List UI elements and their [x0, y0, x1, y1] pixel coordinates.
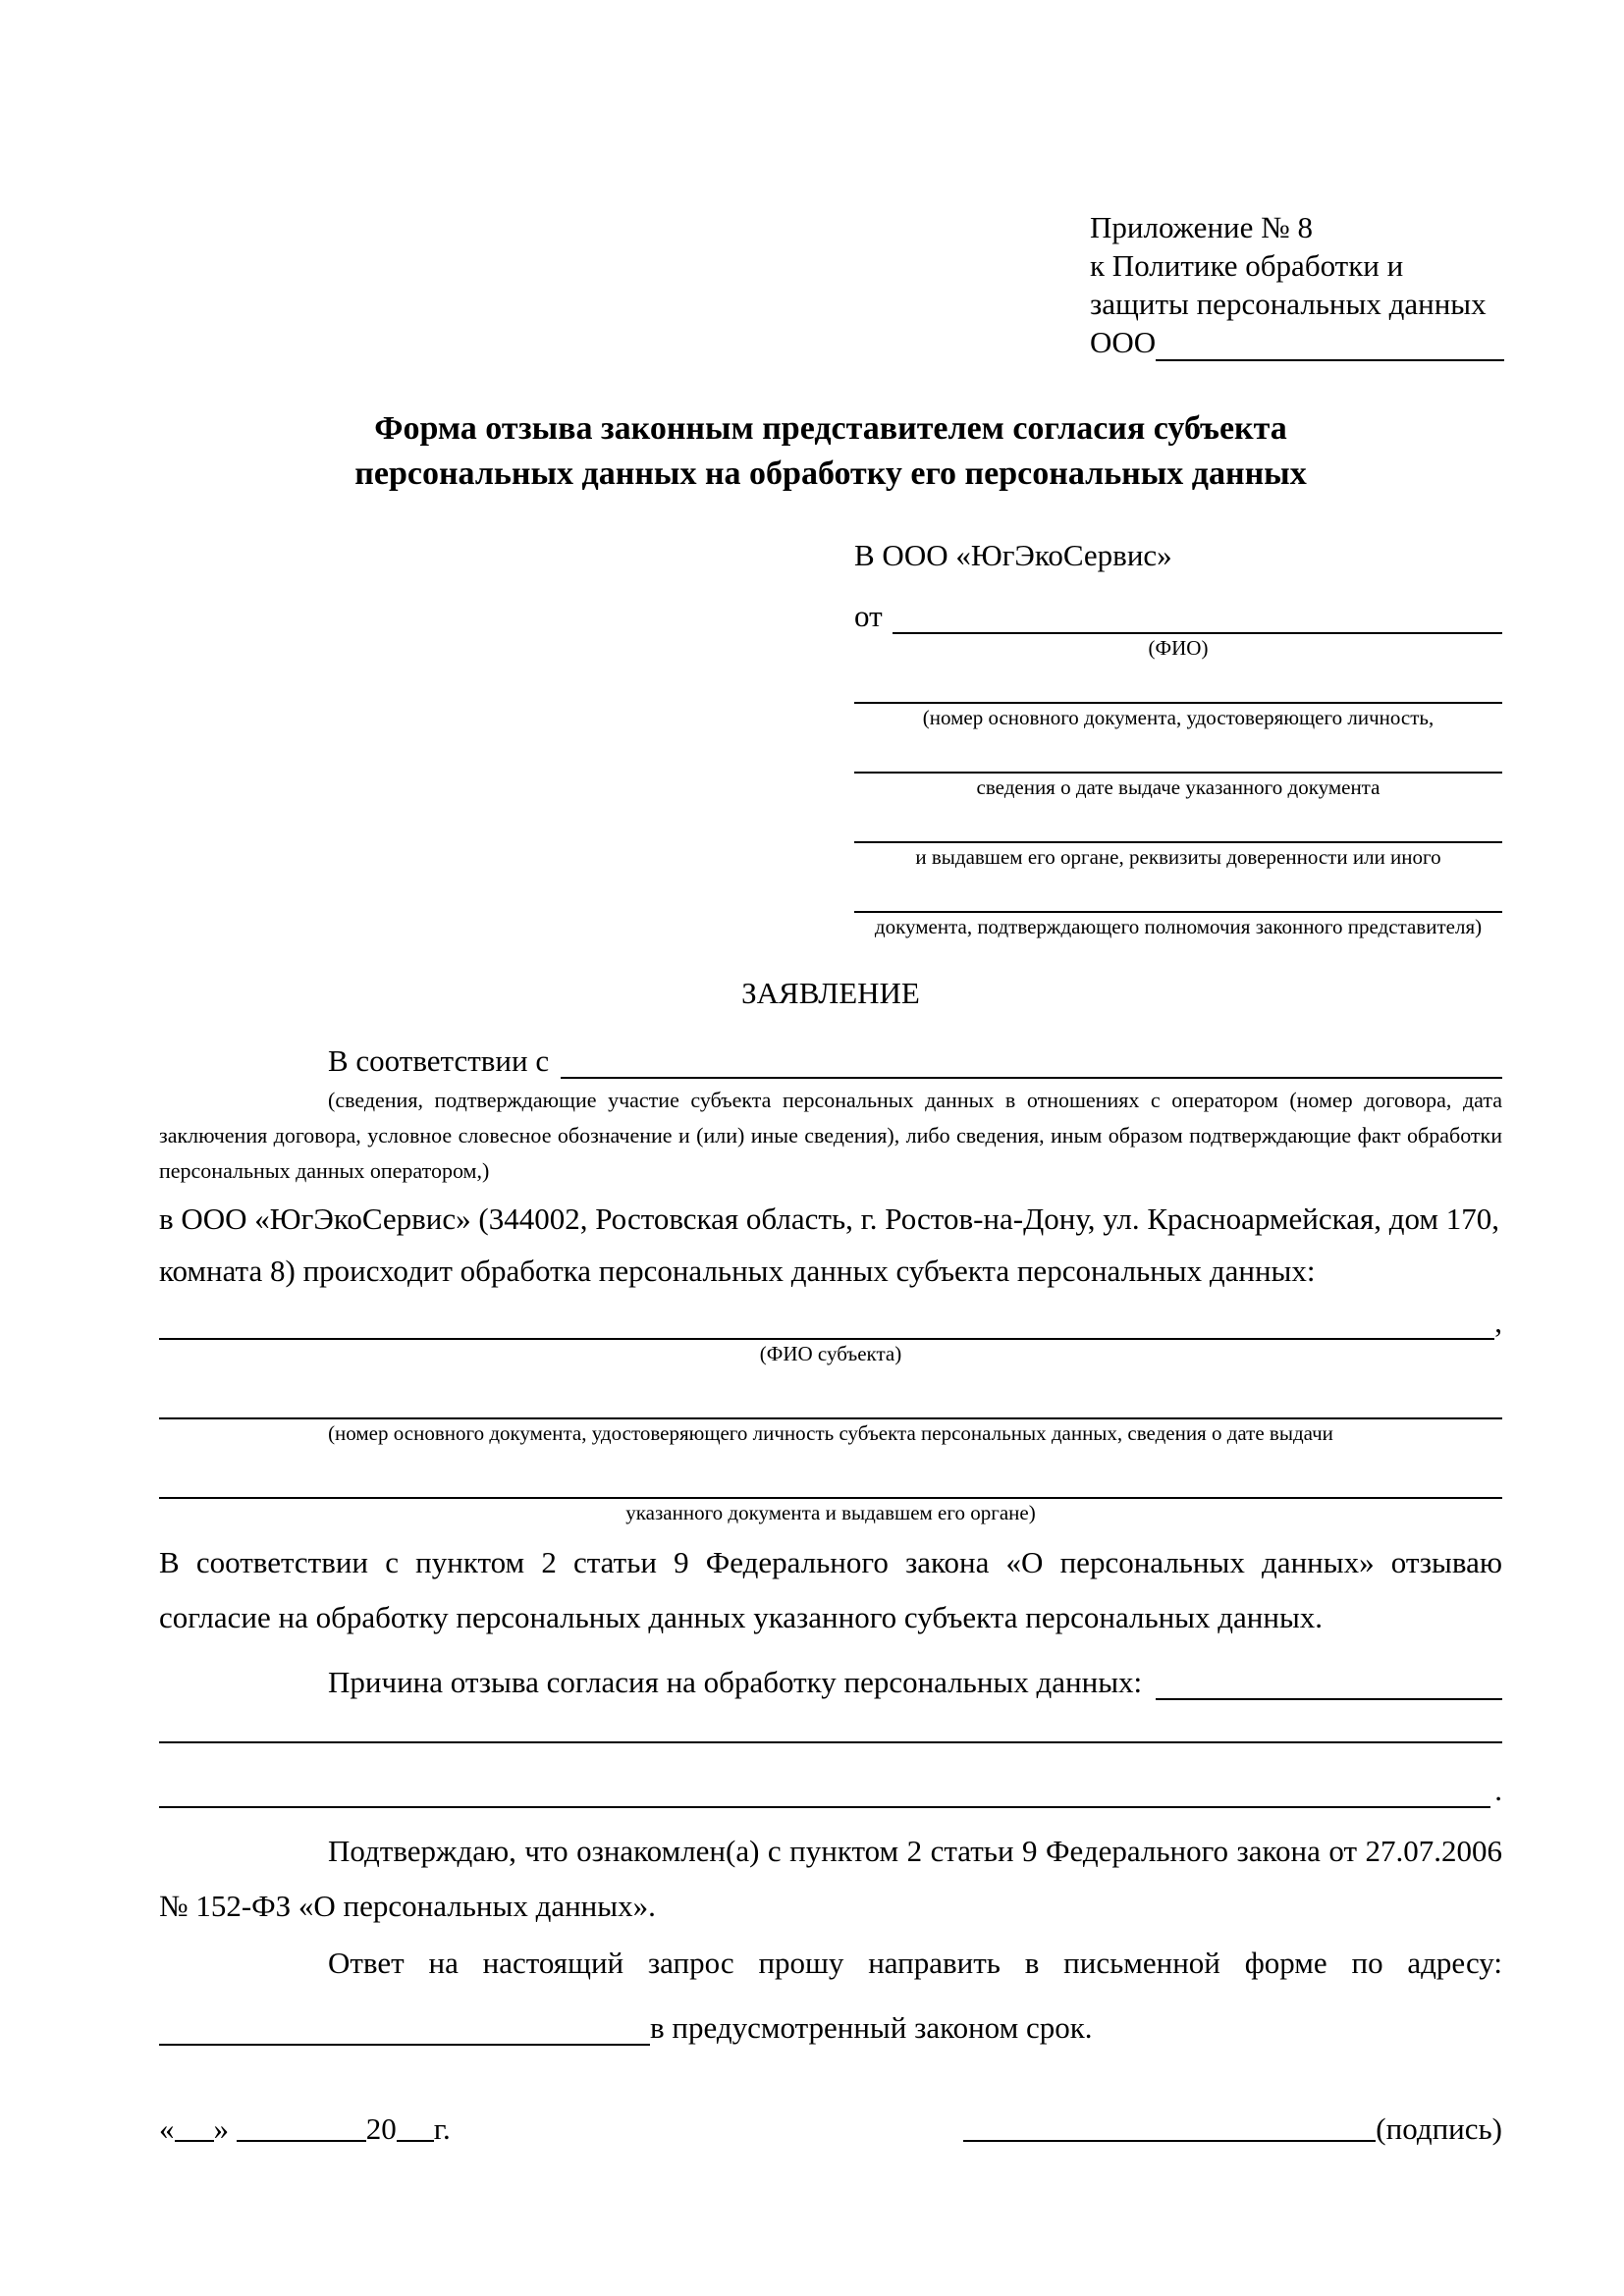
accordance-lead: В соответствии с [328, 1043, 550, 1078]
fio-caption: (ФИО) [1148, 636, 1209, 660]
operator-paragraph: в ООО «ЮгЭкоСервис» (344002, Ростовская область, г. Ростов-на-Дону, ул. Красноармейская, дом 170, комната 8) происходит обработка персональных данных субъекта персональных данных: [159, 1201, 1500, 1288]
subject-doc-blank-line-2 [159, 1460, 1502, 1499]
signature-row [159, 2109, 1502, 2147]
doc-blank-line-4 [854, 870, 1502, 913]
org-blank-line [1156, 330, 1504, 361]
accordance-blank-line [561, 1043, 1502, 1079]
confirm-paragraph: Подтверждаю, что ознакомлен(а) с пунктом 2 статьи 9 Федерального закона от 27.07.2006 № 152-ФЗ «О персональных данных». [159, 1834, 1502, 1923]
annex-line-1: Приложение № 8 [1090, 210, 1313, 244]
signature-blank-line [963, 2111, 1376, 2142]
reason-blank-line-2 [159, 1718, 1502, 1743]
doc-blank-line-2 [854, 730, 1502, 774]
fio-blank-line [893, 601, 1502, 634]
reply-address-blank-line [159, 2016, 650, 2046]
year-prefix: 20 [365, 2111, 397, 2146]
quote-open: « [159, 2111, 175, 2146]
annex-block [1090, 208, 1504, 361]
addressee-block [854, 538, 1502, 939]
day-blank-line [175, 2111, 214, 2142]
year-blank-line [397, 2111, 434, 2142]
addressee-from-row [854, 593, 1502, 634]
quote-close: » [213, 2111, 229, 2146]
annex-line-3: защиты персональных данных [1090, 287, 1487, 321]
year-suffix: г. [433, 2111, 451, 2146]
withdraw-paragraph: В соответствии с пунктом 2 статьи 9 Федерального закона «О персональных данных» отзываю согласие на обработку персональных данных указанного субъекта персональных данных. [159, 1545, 1502, 1634]
subject-fio-caption: (ФИО субъекта) [759, 1342, 902, 1365]
form-title: Форма отзыва законным представителем согласия субъекта персональных данных на обработку его персональных данных [354, 410, 1307, 492]
month-blank-line [237, 2111, 366, 2142]
signature-caption: (подпись) [1376, 2111, 1502, 2146]
reason-blank-line-3 [159, 1783, 1490, 1808]
reason-row [159, 1657, 1502, 1700]
addressee-to-line: В ООО «ЮгЭкоСервис» [854, 538, 1172, 572]
doc-blank-line-3 [854, 800, 1502, 843]
accordance-note: (сведения, подтверждающие участие субъекта персональных данных в отношениях с оператором (номер договора, дата заключения договора, условное словесное обозначение и (или) иные сведения), либо сведения, иным образом подтверждающие факт обработки персональных данных оператором,) [159, 1088, 1502, 1183]
signature-field [963, 2109, 1502, 2147]
org-label: ООО [1090, 325, 1157, 359]
reason-blank-line-1 [1156, 1667, 1502, 1700]
doc-caption-3: и выдавшем его органе, реквизиты доверенности или иного [915, 845, 1441, 869]
subject-trailing-comma: , [1494, 1305, 1502, 1339]
statement-heading: ЗАЯВЛЕНИЕ [741, 976, 920, 1010]
subject-doc-caption-2: указанного документа и выдавшем его органе) [625, 1501, 1036, 1524]
date-field [159, 2109, 451, 2147]
reason-blank-row-3 [159, 1773, 1502, 1808]
accordance-row [159, 1034, 1502, 1079]
subject-fio-blank-line [159, 1312, 1494, 1340]
subject-doc-blank-line-1 [159, 1380, 1502, 1419]
reply-paragraph: Ответ на настоящий запрос прошу направить в письменной форме по адресу: [328, 1946, 1502, 1980]
annex-org-row [1090, 323, 1504, 361]
doc-caption-4: документа, подтверждающего полномочия законного представителя) [874, 915, 1483, 938]
doc-caption-1: (номер основного документа, удостоверяющего личность, [922, 706, 1435, 729]
doc-blank-line-1 [854, 661, 1502, 704]
blank-trailing-period: . [1494, 1773, 1502, 1807]
subject-fio-row [159, 1305, 1502, 1340]
doc-caption-2: сведения о дате выдаче указанного документа [976, 775, 1380, 799]
reply-tail: в предусмотренный законом срок. [650, 2010, 1093, 2045]
reply-address-row [159, 1991, 1502, 2046]
reason-label: Причина отзыва согласия на обработку персональных данных: [328, 1665, 1143, 1699]
subject-doc-caption-1: (номер основного документа, удостоверяющего личность субъекта персональных данных, сведения о дате выдачи [328, 1421, 1333, 1445]
annex-line-2: к Политике обработки и [1090, 248, 1404, 283]
from-label: от [854, 599, 883, 633]
